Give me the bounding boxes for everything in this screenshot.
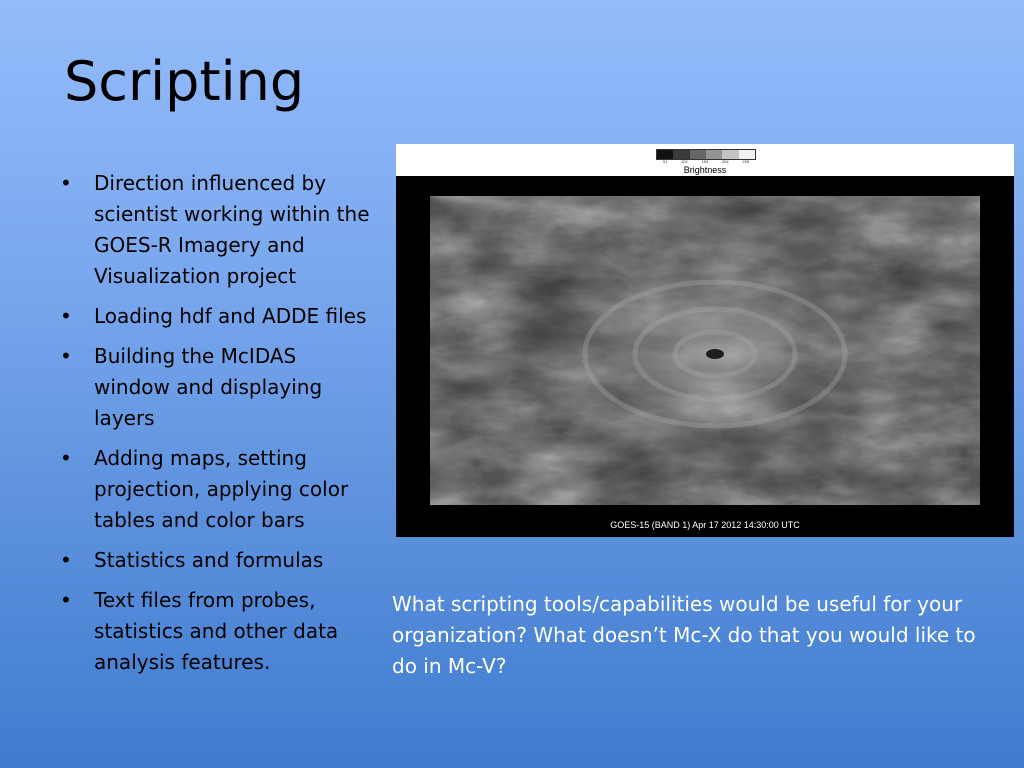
bullet-item bbox=[60, 341, 370, 434]
colorbar-tick: 102 bbox=[681, 159, 688, 164]
bullet-text: Statistics and formulas bbox=[94, 548, 324, 572]
discussion-question: What scripting tools/capabilities would be useful for your organization? What doesn’t Mc-X do that you would like to do in Mc-V? bbox=[392, 592, 976, 678]
bullet-dot-icon: • bbox=[60, 304, 72, 328]
bullet-item bbox=[60, 585, 370, 678]
colorbar-label: Brightness bbox=[683, 165, 727, 175]
colorbar-tick: 153 bbox=[701, 159, 709, 164]
colorbar-tick: 51 bbox=[662, 159, 668, 164]
colorbar-segment bbox=[690, 150, 706, 159]
bullet-dot-icon: • bbox=[60, 446, 72, 470]
colorbar-segment bbox=[722, 150, 738, 159]
bullet-dot-icon: • bbox=[60, 548, 72, 572]
bullet-item bbox=[60, 301, 370, 332]
satellite-image bbox=[430, 196, 980, 505]
slide-title: Scripting bbox=[64, 50, 305, 113]
bullet-list bbox=[60, 168, 370, 687]
bullet-text: Adding maps, setting projection, applying color tables and color bars bbox=[94, 446, 349, 532]
bullet-text: Loading hdf and ADDE files bbox=[94, 304, 367, 328]
bullet-text: Text files from probes, statistics and other data analysis features. bbox=[94, 588, 339, 674]
hurricane-eye-icon bbox=[706, 349, 724, 359]
colorbar-segment bbox=[739, 150, 755, 159]
bullet-dot-icon: • bbox=[60, 344, 72, 368]
bullet-item bbox=[60, 545, 370, 576]
hurricane-cloud-image bbox=[430, 196, 980, 505]
satellite-figure bbox=[396, 144, 1014, 537]
bullet-item bbox=[60, 443, 370, 536]
bullet-text: Building the McIDAS window and displaying layers bbox=[94, 344, 323, 430]
colorbar-header bbox=[396, 144, 1014, 176]
colorbar-segment bbox=[706, 150, 722, 159]
colorbar-tick: 204 bbox=[721, 159, 729, 164]
bullet-text: Direction influenced by scientist working within the GOES-R Imagery and Visualization project bbox=[94, 171, 370, 288]
bullet-dot-icon: • bbox=[60, 588, 72, 612]
colorbar-segment bbox=[673, 150, 689, 159]
colorbar-segment bbox=[657, 150, 673, 159]
bullet-dot-icon: • bbox=[60, 171, 72, 195]
colorbar-tick: 255 bbox=[742, 159, 750, 164]
bullet-item bbox=[60, 168, 370, 292]
image-caption: GOES-15 (BAND 1) Apr 17 2012 14:30:00 UTC bbox=[610, 520, 800, 530]
